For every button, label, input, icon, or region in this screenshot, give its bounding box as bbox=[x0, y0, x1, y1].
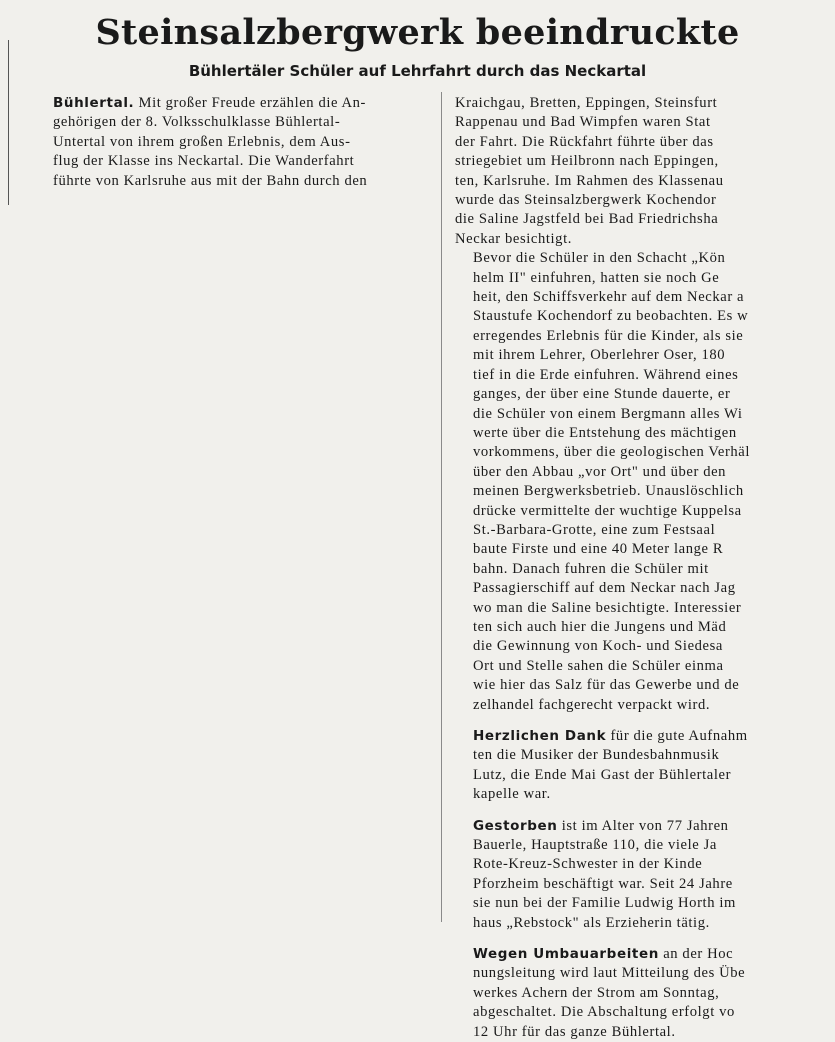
right-line: St.-Barbara-Grotte, eine zum Festsaal bbox=[473, 521, 716, 538]
right-line: mit ihrem Lehrer, Oberlehrer Oser, 180 bbox=[473, 347, 726, 364]
right-column bbox=[455, 94, 830, 1042]
right-line: zelhandel fachgerecht verpackt wird. bbox=[473, 696, 711, 713]
right-paragraph-3 bbox=[455, 727, 830, 805]
right-line: meinen Bergwerksbetrieb. Unauslöschlich bbox=[473, 483, 744, 500]
right-line: Passagierschiff auf dem Neckar nach Jag bbox=[473, 580, 736, 597]
right-line: ten die Musiker der Bundesbahnmusik bbox=[473, 747, 720, 764]
right-paragraph-1 bbox=[455, 94, 830, 249]
right-line-rest: für die gute Aufnahm bbox=[606, 728, 748, 744]
right-line: wurde das Steinsalzbergwerk Kochendor bbox=[455, 192, 717, 209]
right-line: die Gewinnung von Koch- und Siedesa bbox=[473, 638, 723, 655]
right-line: erregendes Erlebnis für die Kinder, als sie bbox=[473, 327, 744, 344]
right-line: über den Abbau „vor Ort" und über den bbox=[473, 463, 727, 480]
left-line: gehörigen der 8. Volksschulklasse Bühlertal- bbox=[53, 114, 341, 131]
paragraph-lead: Herzlichen Dank bbox=[473, 728, 607, 744]
left-paragraph bbox=[35, 94, 427, 191]
column-divider bbox=[441, 92, 442, 922]
left-line: Untertal von ihrem großen Erlebnis, dem Aus- bbox=[53, 133, 351, 150]
right-line: drücke vermittelte der wuchtige Kuppelsa bbox=[473, 502, 742, 519]
left-line: Mit großer Freude erzählen die An- bbox=[138, 95, 367, 111]
right-line: ten, Karlsruhe. Im Rahmen des Klassenau bbox=[455, 172, 724, 189]
right-line: Rappenau und Bad Wimpfen waren Stat bbox=[455, 114, 711, 131]
right-line: Bevor die Schüler in den Schacht „Kön bbox=[473, 250, 726, 267]
right-line: wo man die Saline besichtigte. Interessier bbox=[473, 599, 742, 616]
dateline: Bühlertal. bbox=[53, 95, 135, 111]
right-line bbox=[455, 727, 830, 746]
right-line: vorkommens, über die geologischen Verhäl bbox=[473, 444, 751, 461]
right-line: die Saline Jagstfeld bei Bad Friedrichsha bbox=[455, 211, 719, 228]
right-line-rest: an der Hoc bbox=[658, 946, 734, 963]
right-line: ganges, der über eine Stunde dauerte, er bbox=[473, 386, 731, 403]
right-line: wie hier das Salz für das Gewerbe und de bbox=[473, 677, 740, 694]
right-line: ten sich auch hier die Jungens und Mäd bbox=[473, 618, 727, 635]
right-line: Kraichgau, Bretten, Eppingen, Steinsfurt bbox=[455, 95, 718, 111]
right-line: striegebiet um Heilbronn nach Eppingen, bbox=[455, 153, 719, 170]
right-line: werte über die Entstehung des mächtigen bbox=[473, 424, 737, 441]
right-line: 12 Uhr für das ganze Bühlertal. bbox=[473, 1023, 676, 1040]
right-line: Rote-Kreuz-Schwester in der Kinde bbox=[473, 856, 703, 873]
right-line: haus „Rebstock" als Erzieherin tätig. bbox=[473, 914, 710, 931]
right-line bbox=[455, 945, 830, 964]
right-line: Pforzheim beschäftigt war. Seit 24 Jahre bbox=[473, 875, 733, 892]
right-paragraph-2 bbox=[455, 249, 830, 715]
right-line: abgeschaltet. Die Abschaltung erfolgt vo bbox=[473, 1004, 735, 1021]
right-line: baute Firste und eine 40 Meter lange R bbox=[473, 541, 724, 558]
right-line: werkes Achern der Strom am Sonntag, bbox=[473, 984, 720, 1001]
right-line: Ort und Stelle sahen die Schüler einma bbox=[473, 657, 724, 674]
right-line: Neckar besichtigt. bbox=[455, 230, 572, 247]
right-paragraph-5 bbox=[455, 945, 830, 1042]
right-line: die Schüler von einem Bergmann alles Wi bbox=[473, 405, 743, 422]
right-line bbox=[455, 817, 830, 836]
paragraph-lead: Wegen Umbauarbeiten bbox=[473, 946, 659, 963]
left-line: flug der Klasse ins Neckartal. Die Wanderfahrt bbox=[53, 153, 355, 170]
right-line: tief in die Erde einfuhren. Während eines bbox=[473, 366, 739, 383]
right-line: sie nun bei der Familie Ludwig Horth im bbox=[473, 895, 736, 912]
right-line: der Fahrt. Die Rückfahrt führte über das bbox=[455, 133, 714, 150]
right-paragraph-4 bbox=[455, 817, 830, 933]
right-line: nungsleitung wird laut Mitteilung des Übe bbox=[473, 965, 746, 982]
right-line-rest: ist im Alter von 77 Jahren bbox=[557, 817, 729, 834]
right-line: Lutz, die Ende Mai Gast der Bühlertaler bbox=[473, 766, 732, 783]
paragraph-lead: Gestorben bbox=[473, 817, 558, 834]
right-line: Bauerle, Hauptstraße 110, die viele Ja bbox=[473, 837, 717, 854]
article-subheadline: Bühlertäler Schüler auf Lehrfahrt durch das Neckartal bbox=[188, 62, 647, 80]
left-line: führte von Karlsruhe aus mit der Bahn durch den bbox=[53, 172, 368, 189]
article-headline: Steinsalzbergwerk beeindruckte bbox=[95, 12, 740, 53]
right-line: kapelle war. bbox=[473, 786, 551, 803]
right-line: heit, den Schiffsverkehr auf dem Neckar a bbox=[473, 289, 745, 306]
left-column bbox=[35, 94, 427, 191]
right-line: helm II" einfuhren, hatten sie noch Ge bbox=[473, 269, 720, 286]
right-line: bahn. Danach fuhren die Schüler mit bbox=[473, 560, 709, 577]
right-line: Staustufe Kochendorf zu beobachten. Es w bbox=[473, 308, 749, 325]
